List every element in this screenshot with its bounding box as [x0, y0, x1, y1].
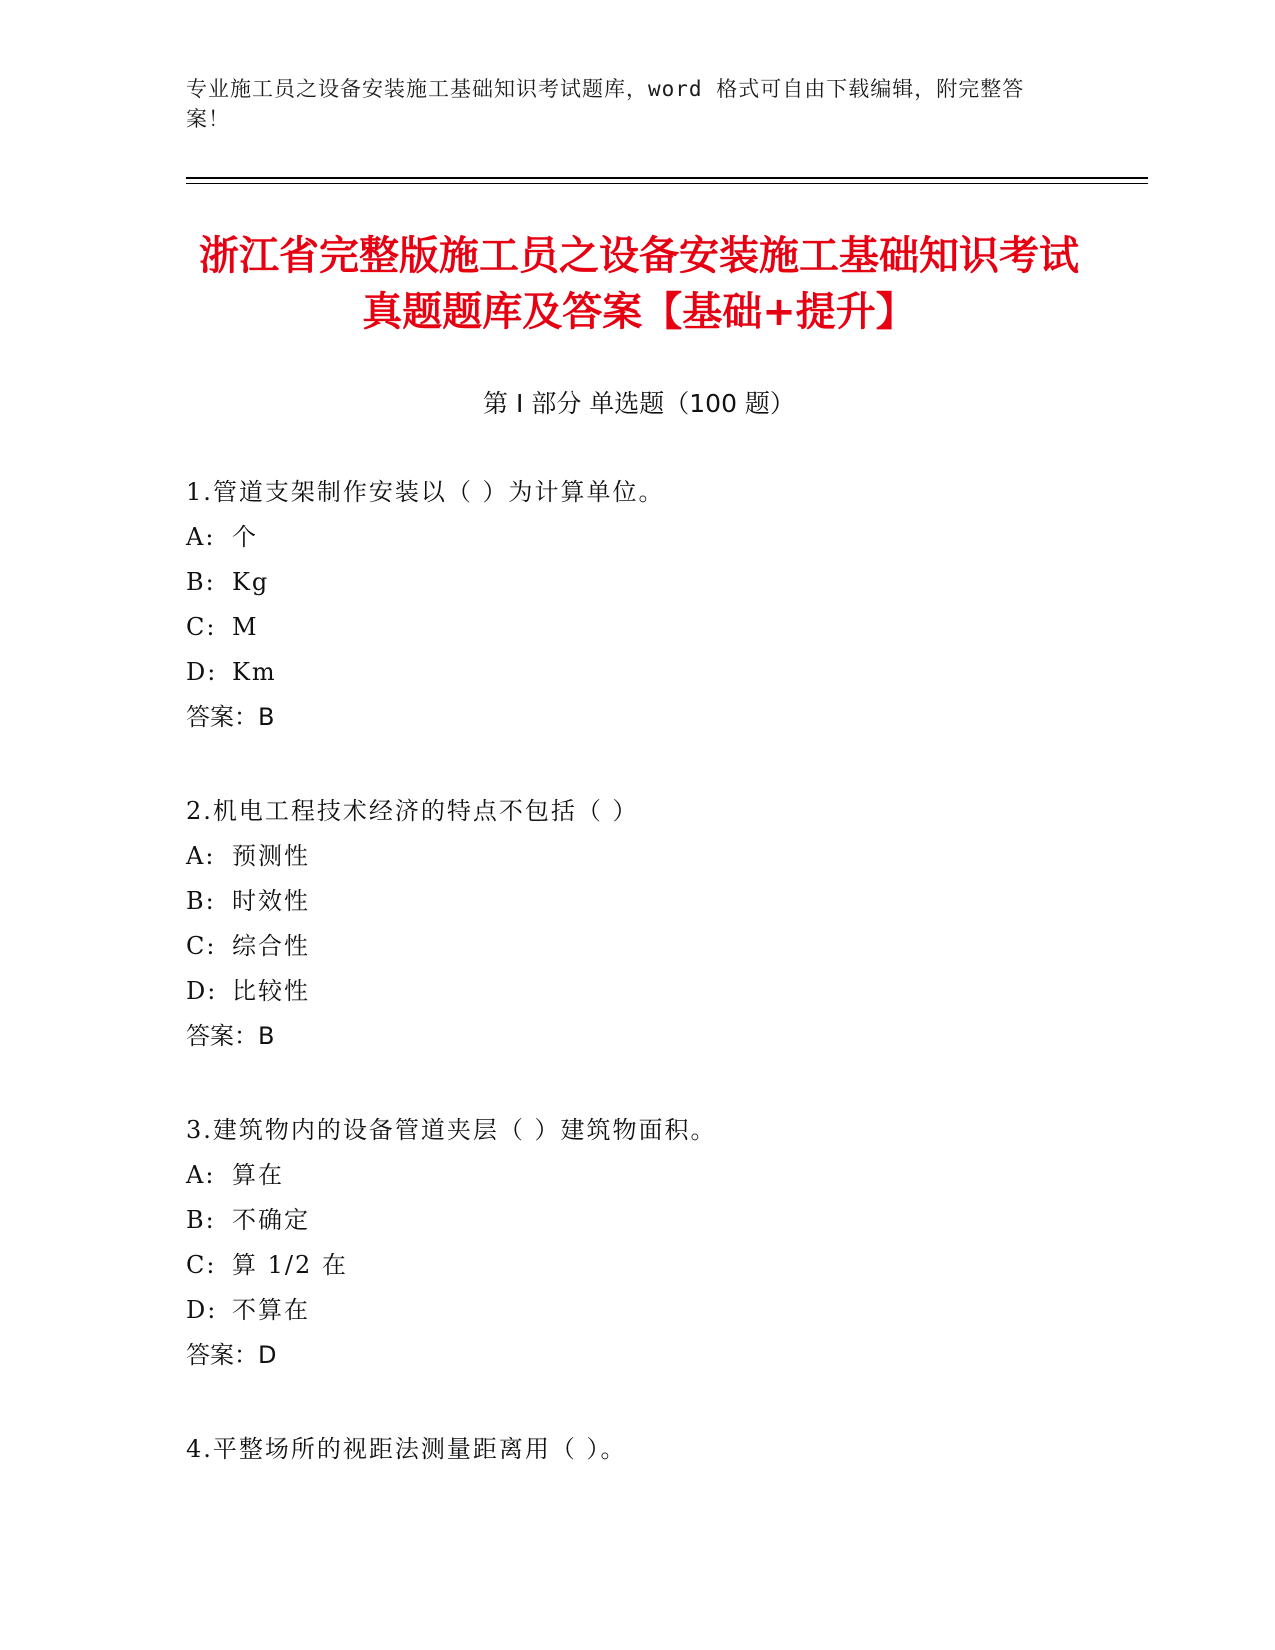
option-text: 个 — [232, 523, 258, 551]
option-letter: C: — [186, 1251, 217, 1279]
option-letter: A: — [186, 523, 216, 551]
question-option — [186, 656, 1146, 701]
question-answer: 答案：B — [186, 703, 275, 731]
option-letter: D: — [186, 658, 218, 686]
option-text: 算在 — [232, 1161, 284, 1189]
question-option — [186, 1204, 1146, 1249]
header-divider-thin — [186, 183, 1148, 184]
question-option — [186, 521, 1146, 566]
option-letter: C: — [186, 613, 217, 641]
header-note: 专业施工员之设备安装施工基础知识考试题库，word 格式可自由下载编辑，附完整答案！ — [186, 77, 1025, 131]
option-text: 时效性 — [232, 887, 310, 915]
option-text: Kg — [232, 568, 270, 596]
option-letter: C: — [186, 932, 217, 960]
question-stem: 4.平整场所的视距法测量距离用（ ）。 — [186, 1435, 627, 1463]
option-letter: B: — [186, 887, 216, 915]
question-item — [186, 476, 1146, 746]
option-text: M — [232, 613, 259, 641]
question-option — [186, 840, 1146, 885]
question-option — [186, 930, 1146, 975]
option-letter: B: — [186, 1206, 216, 1234]
question-stem: 2.机电工程技术经济的特点不包括（ ） — [186, 797, 639, 825]
option-text: 综合性 — [232, 932, 310, 960]
option-text: 比较性 — [232, 977, 310, 1005]
section-heading: 第 I 部分 单选题（100 题） — [483, 389, 795, 418]
option-letter: D: — [186, 1296, 218, 1324]
question-option — [186, 611, 1146, 656]
question-option — [186, 975, 1146, 1020]
question-answer: 答案：B — [186, 1022, 275, 1050]
option-text: 不算在 — [232, 1296, 310, 1324]
question-option — [186, 1294, 1146, 1339]
option-letter: A: — [186, 1161, 216, 1189]
option-letter: B: — [186, 568, 216, 596]
header-divider-thick — [186, 177, 1148, 179]
option-text: 算 1/2 在 — [232, 1251, 348, 1279]
document-title: 浙江省完整版施工员之设备安装施工基础知识考试真题题库及答案【基础+提升】 — [199, 233, 1079, 335]
question-stem: 3.建筑物内的设备管道夹层（ ）建筑物面积。 — [186, 1116, 717, 1144]
question-list — [186, 476, 1146, 1527]
question-item — [186, 1114, 1146, 1384]
question-option — [186, 1159, 1146, 1204]
question-item — [186, 1433, 1146, 1478]
question-item — [186, 795, 1146, 1065]
question-option — [186, 885, 1146, 930]
option-text: Km — [232, 658, 277, 686]
option-text: 预测性 — [232, 842, 310, 870]
question-answer: 答案：D — [186, 1341, 277, 1369]
option-text: 不确定 — [232, 1206, 310, 1234]
question-option — [186, 566, 1146, 611]
question-option — [186, 1249, 1146, 1294]
option-letter: A: — [186, 842, 216, 870]
option-letter: D: — [186, 977, 218, 1005]
question-stem: 1.管道支架制作安装以（ ）为计算单位。 — [186, 478, 665, 506]
